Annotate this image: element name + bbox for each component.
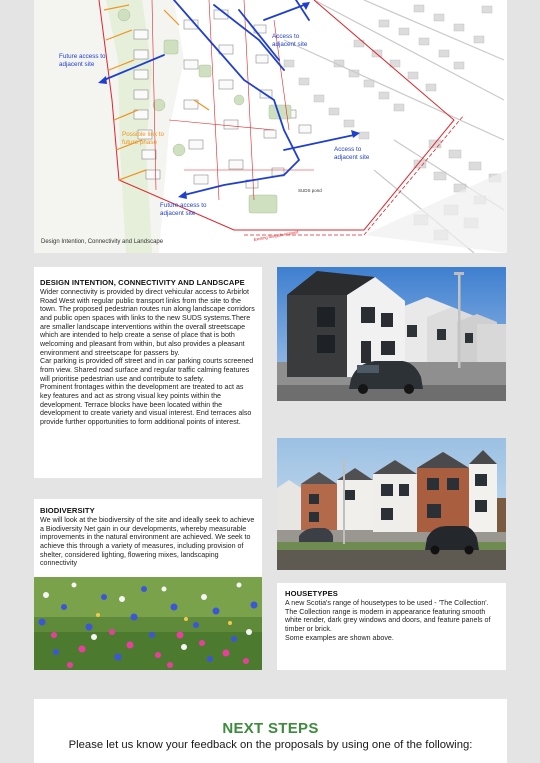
- access-right-label: Access to adjacent site: [334, 146, 370, 161]
- future-access-left-label: Future access to adjacent site: [59, 53, 106, 68]
- next-steps-card: [34, 699, 507, 763]
- future-access-bottom-label: Future access to adjacent site: [160, 202, 207, 217]
- design-intention-heading: DESIGN INTENTION, CONNECTIVITY AND LANDSCAPE: [40, 278, 245, 287]
- housetype-photo-grey: [277, 267, 506, 401]
- housetypes-card: [277, 583, 506, 670]
- biodiversity-heading: BIODIVERSITY: [40, 506, 95, 515]
- site-plan-drawing: [34, 0, 507, 253]
- biodiversity-text: We will look at the biodiversity of the site and ideally seek to achieve a Biodiversity Net gain in our developments, whereby measurable improvements in the natural environment are achieved. We seek to achieve this through a variety of measures, including provision of shelter, considered lighting, flowering mixes, landscaping connectivity: [40, 516, 255, 568]
- next-steps-title: NEXT STEPS: [222, 720, 319, 737]
- site-plan-card: [34, 0, 507, 253]
- housetypes-paragraph-3: Some examples are shown above.: [285, 633, 394, 642]
- design-paragraph-3: Prominent frontages within the development are treated to act as key features and act as strong visual key points within the development. Terrace blocks have been located within the development to create variety and visual interest. End terraces also provide further opportunities to form additional points of interest.: [40, 383, 252, 426]
- access-top-label: Access to adjacent site: [272, 33, 308, 48]
- housetype-photo-brick: [277, 438, 506, 570]
- wildflower-photo: [34, 577, 262, 670]
- suds-pond-label: SUDS pond: [298, 188, 322, 193]
- housetypes-paragraph-1: A new Scotia's range of housetypes to be used - 'The Collection'.: [285, 599, 489, 607]
- design-paragraph-2: Car parking is provided off street and in car parking courts screened from view. Shared road surface and regular traffic calming features will prioritise pedestrian use and contribute to safety.: [40, 357, 254, 383]
- possible-link-label: Possible link to future phase: [122, 131, 164, 146]
- housetypes-heading: HOUSETYPES: [285, 589, 338, 598]
- biodiversity-card: [34, 499, 262, 579]
- next-steps-subtitle: Please let us know your feedback on the proposals by using one of the following:: [68, 739, 473, 751]
- design-intention-card: [34, 267, 262, 478]
- housetypes-paragraph-2: The Collection range is modern in appearance featuring smooth white render, dark grey windows and doors, and feature panels of timber or brick.: [285, 607, 491, 633]
- existing-footpath-label: Existing footpath retained: [253, 229, 299, 242]
- design-paragraph-1: Wider connectivity is provided by direct vehicular access to Arbirlot Road West with regular public transport links from the site to the town. The proposed pedestrian routes run along landscape corridors and public open spaces with links to the new SUDS systems.There are smaller landscape interventions within the overall streetscape which are intended to help create a sense of place that is both welcoming and pleasant from within, but also provides a pleasant environment and streetscape for passers by.: [40, 288, 255, 357]
- map-caption: Design Intention, Connectivity and Landscape: [41, 239, 164, 245]
